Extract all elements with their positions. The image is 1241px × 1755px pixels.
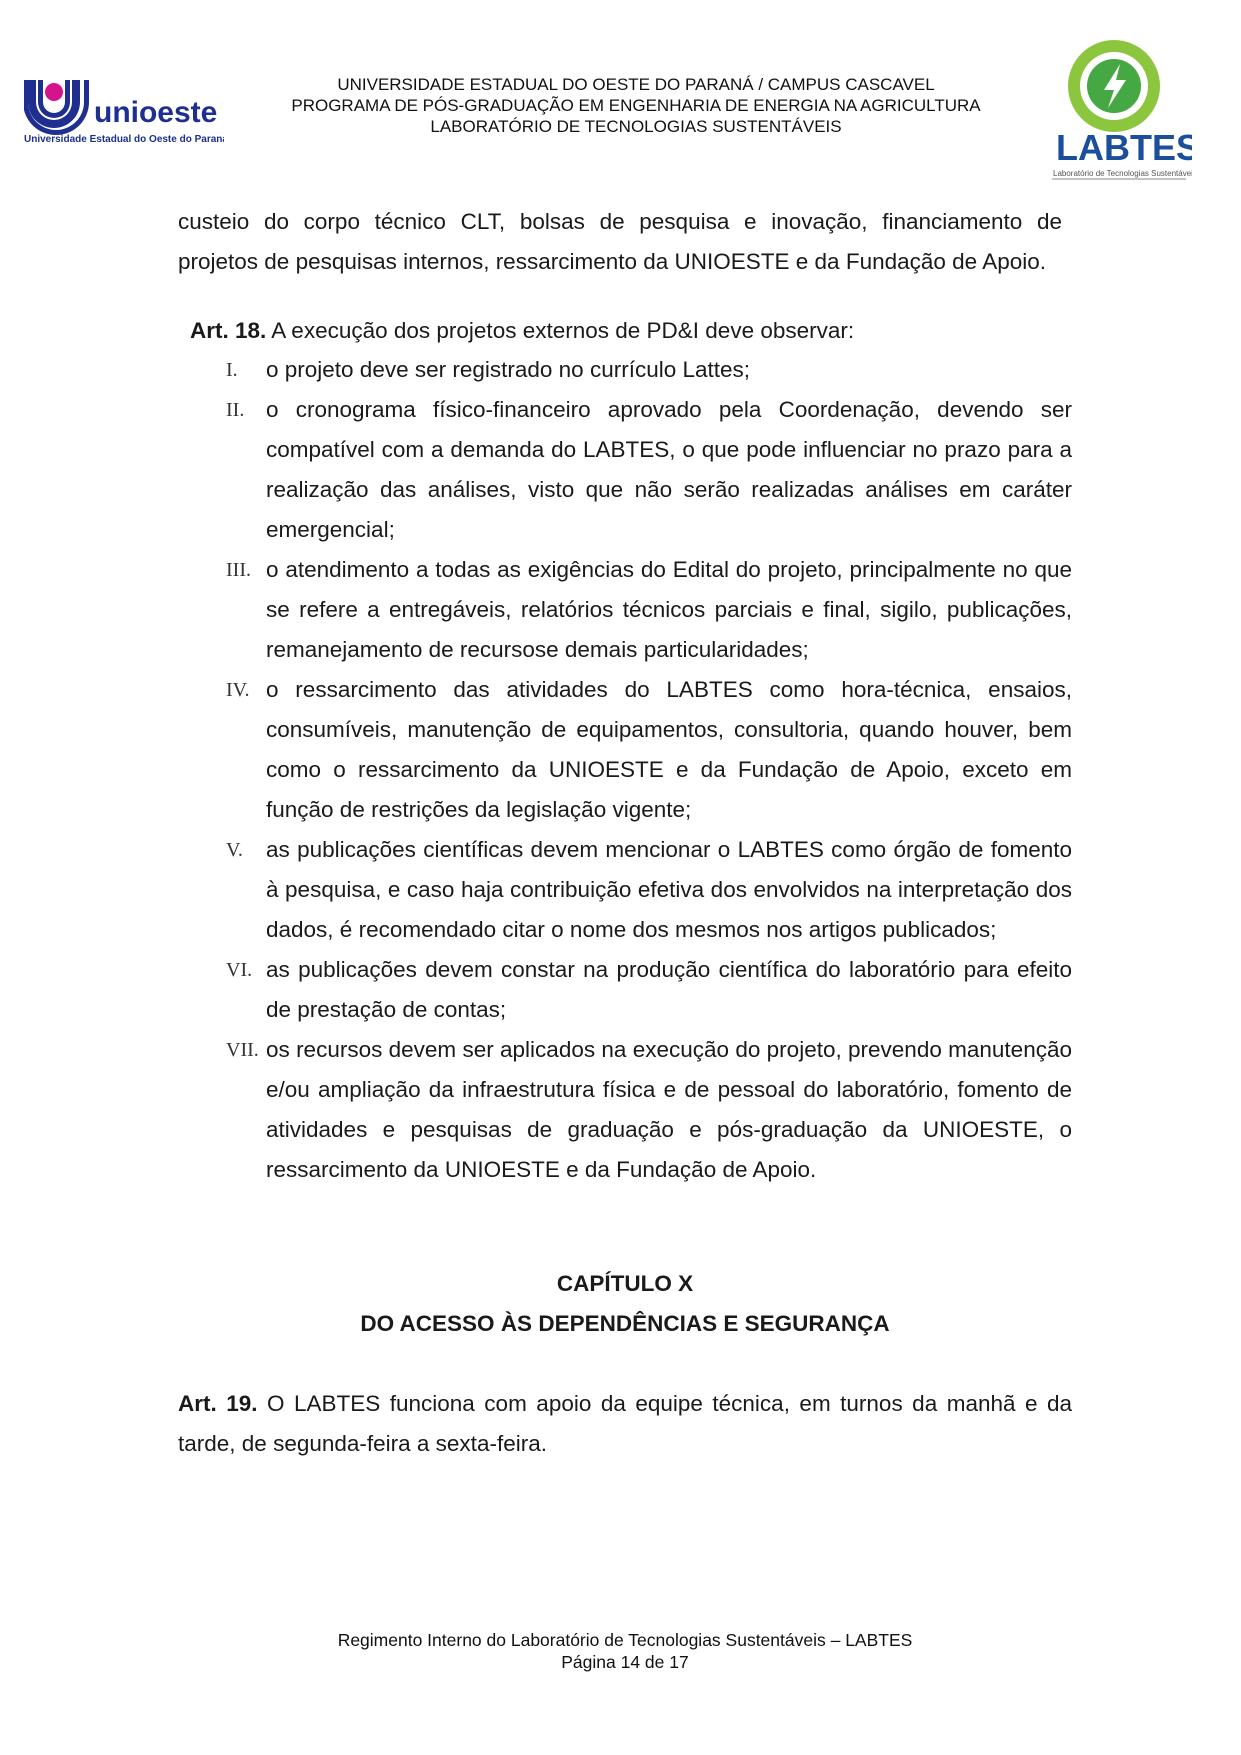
article-18-label: Art. 18.: [190, 318, 267, 343]
item-text: o cronograma físico-financeiro aprovado pela Coordenação, devendo ser compatível com a demanda do LABTES, o que pode influenciar no prazo para a realização das análises, visto que não serão realizadas análises em caráter emergencial;: [266, 397, 1072, 542]
item-number: VI.: [226, 959, 253, 981]
list-item: [226, 670, 1072, 830]
header-line-lab: LABORATÓRIO DE TECNOLOGIAS SUSTENTÁVEIS: [430, 117, 842, 136]
header-line-program: PROGRAMA DE PÓS-GRADUAÇÃO EM ENGENHARIA DE ENERGIA NA AGRICULTURA: [291, 96, 981, 115]
intro-paragraph: [178, 202, 1062, 282]
labtes-logo: [1044, 36, 1192, 186]
chapter-subtitle: DO ACESSO ÀS DEPENDÊNCIAS E SEGURANÇA: [360, 1311, 890, 1336]
svg-text:unioeste: unioeste: [94, 96, 218, 129]
item-number: III.: [226, 559, 251, 581]
list-item: [226, 950, 1072, 1030]
item-text: as publicações científicas devem mencionar o LABTES como órgão de fomento à pesquisa, e caso haja contribuição efetiva dos envolvidos na interpretação dos dados, é recomendado citar o nome dos mesmos nos artigos publicados;: [266, 837, 1072, 942]
article-19-paragraph: [178, 1384, 1072, 1464]
list-item: [226, 1030, 1072, 1190]
list-item: [226, 390, 1072, 550]
list-item: [226, 830, 1072, 950]
item-number: I.: [226, 359, 238, 381]
footer-page-number: Página 14 de 17: [561, 1652, 689, 1672]
item-text: os recursos devem ser aplicados na execução do projeto, prevendo manutenção e/ou ampliação da infraestrutura física e de pessoal do laboratório, fomento de atividades e pesquisas de graduação e pós-graduação da UNIOESTE, o ressarcimento da UNIOESTE e da Fundação de Apoio.: [266, 1037, 1072, 1182]
footer-document-title: Regimento Interno do Laboratório de Tecnologias Sustentáveis – LABTES: [337, 1630, 913, 1650]
list-item: [226, 350, 1072, 390]
article-18-heading: [190, 311, 1070, 351]
svg-text:LABTES: LABTES: [1056, 127, 1192, 168]
item-text: o ressarcimento das atividades do LABTES como hora-técnica, ensaios, consumíveis, manutenção de equipamentos, consultoria, quando houver, bem como o ressarcimento da UNIOESTE e da Fundação de Apoio, exceto em função de restrições da legislação vigente;: [266, 677, 1072, 822]
svg-text:Laboratório de Tecnologias Sus: Laboratório de Tecnologias Sustentáveis: [1053, 169, 1192, 178]
item-text: as publicações devem constar na produção científica do laboratório para efeito de prestação de contas;: [266, 957, 1072, 1022]
list-item: [226, 550, 1072, 670]
item-text: o atendimento a todas as exigências do Edital do projeto, principalmente no que se refere a entregáveis, relatórios técnicos parciais e final, sigilo, publicações, remanejamento de recursose demais particularidades;: [266, 557, 1072, 662]
item-number: II.: [226, 399, 245, 421]
page-footer: [178, 1629, 1072, 1673]
intro-line: custeio do corpo técnico CLT, bolsas de pesquisa e inovação, financiamento de: [178, 209, 1062, 234]
svg-text:Universidade Estadual do Oeste: Universidade Estadual do Oeste do Paraná: [24, 134, 224, 145]
header-line-university: UNIVERSIDADE ESTADUAL DO OESTE DO PARANÁ / CAMPUS CASCAVEL: [337, 75, 935, 94]
unioeste-logo: [24, 78, 224, 148]
item-text: o projeto deve ser registrado no currículo Lattes;: [266, 357, 751, 382]
item-number: V.: [226, 839, 243, 861]
item-number: VII.: [226, 1039, 259, 1061]
chapter-title: CAPÍTULO X: [556, 1271, 694, 1296]
article-18-list: [226, 350, 1072, 1190]
intro-line: projetos de pesquisas internos, ressarcimento da UNIOESTE e da Fundação de Apoio.: [178, 249, 1046, 274]
article-19-label: Art. 19.: [178, 1391, 258, 1416]
header-title-block: [226, 74, 1046, 137]
article-19-text: O LABTES funciona com apoio da equipe técnica, em turnos da manhã e da tarde, de segunda-feira a sexta-feira.: [178, 1391, 1073, 1456]
article-18-text: A execução dos projetos externos de PD&I deve observar:: [266, 318, 855, 343]
item-number: IV.: [226, 679, 250, 701]
